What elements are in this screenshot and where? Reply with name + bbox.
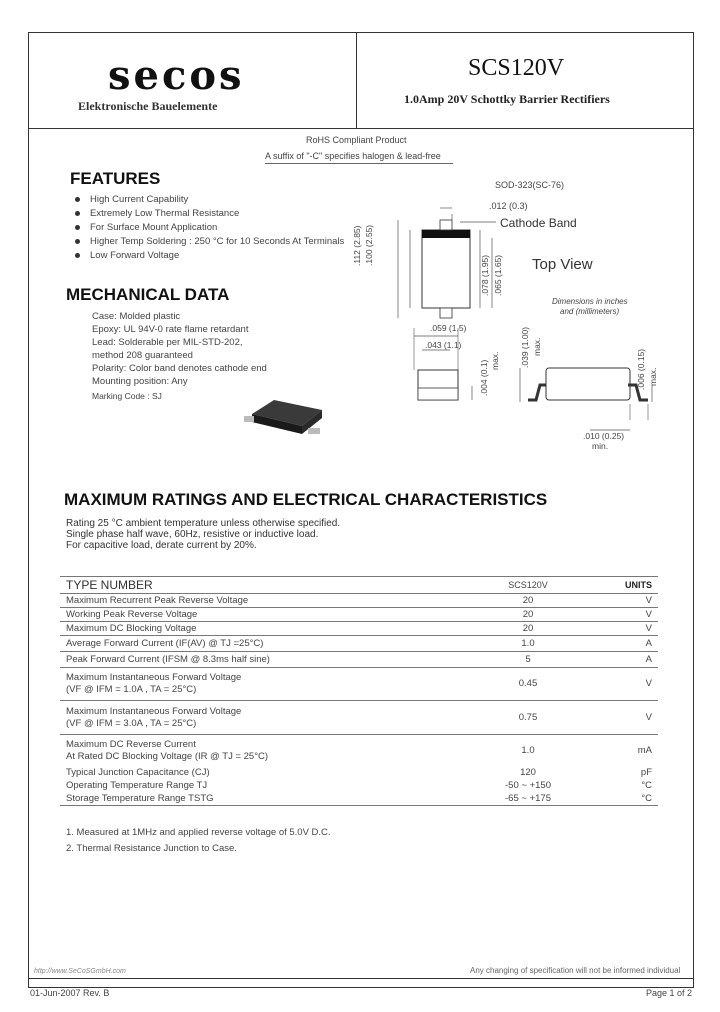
row-name: Maximum DC Blocking Voltage: [60, 622, 458, 636]
package-photo: [244, 392, 328, 440]
table-row: [60, 767, 658, 780]
ratings-table: [60, 576, 658, 806]
row-unit: mA: [598, 735, 658, 767]
mech-item: Case: Molded plastic: [92, 311, 181, 322]
row-name: Maximum Recurrent Peak Reverse Voltage: [60, 594, 458, 608]
row-value: -50 ~ +150: [505, 780, 551, 791]
table-row: [60, 652, 658, 668]
mechanical-title: MECHANICAL DATA: [66, 285, 230, 304]
dim-100: .100 (2.55): [364, 224, 374, 266]
top-view-body: [422, 230, 470, 308]
dim-059: .059 (1.5): [430, 323, 467, 333]
row-unit: V: [598, 594, 658, 608]
cathode-band-label: Cathode Band: [500, 216, 577, 230]
row-value: 20: [458, 594, 598, 608]
package-drawing: [360, 190, 660, 460]
end-view-lead: [418, 388, 458, 400]
row-value: 1.0: [458, 636, 598, 652]
company-subtitle: Elektronische Bauelemente: [78, 99, 218, 113]
row-value: 120: [520, 767, 536, 778]
feature-item: High Current Capability: [75, 193, 344, 207]
table-row: [60, 668, 658, 701]
table-row: [60, 793, 658, 806]
features-title: FEATURES: [70, 169, 161, 188]
table-row: [60, 622, 658, 636]
mech-item: Epoxy: UL 94V-0 rate flame retardant: [92, 324, 249, 335]
row-unit: pF: [640, 767, 652, 778]
row-unit: A: [598, 636, 658, 652]
row-value: 1.0: [458, 735, 598, 767]
suffix-note: A suffix of "-C" specifies halogen & lead-free: [265, 151, 441, 161]
bottom-lead: [440, 308, 452, 318]
note-item: 1. Measured at 1MHz and applied reverse voltage of 5.0V D.C.: [66, 827, 331, 838]
dim-012: .012 (0.3): [489, 201, 528, 211]
mech-item: method 208 guaranteed: [92, 350, 193, 361]
row-name: Storage Temperature Range TSTG: [66, 792, 214, 804]
part-description: 1.0Amp 20V Schottky Barrier Rectifiers: [404, 92, 610, 106]
row-value: 20: [458, 622, 598, 636]
header-vertical-divider: [356, 32, 357, 129]
cathode-band: [422, 230, 470, 238]
dim-006: .006 (0.15): [636, 348, 646, 390]
footer-disclaimer: Any changing of specification will not be informed individual: [470, 966, 681, 975]
feature-item: Higher Temp Soldering : 250 °C for 10 Seconds At Terminals: [75, 235, 344, 249]
footer-url[interactable]: http://www.SeCoSGmbH.com: [34, 968, 126, 975]
dim-010: .010 (0.25): [583, 431, 625, 441]
table-row: [60, 608, 658, 622]
row-unit: V: [598, 608, 658, 622]
dim-043: .043 (1.1): [425, 340, 462, 350]
row-name-line2: (VF @ IFM = 3.0A , TA = 25°C): [66, 717, 197, 729]
features-list: [75, 193, 344, 263]
feature-item: Extremely Low Thermal Resistance: [75, 207, 344, 221]
row-unit: V: [598, 701, 658, 735]
side-view-body: [546, 368, 630, 400]
part-number: SCS120V: [468, 55, 565, 81]
row-unit: V: [598, 668, 658, 701]
rating-note: Rating 25 °C ambient temperature unless otherwise specified.: [66, 518, 341, 529]
header-type-number: TYPE NUMBER: [60, 577, 458, 594]
row-name: Operating Temperature Range TJ: [66, 780, 208, 791]
header-part-value: SCS120V: [458, 577, 598, 594]
row-name-line1: Maximum Instantaneous Forward Voltage: [66, 672, 242, 683]
dimensions-note-2: and (millimeters): [560, 307, 620, 316]
row-name-line2: (VF @ IFM = 1.0A , TA = 25°C): [66, 684, 197, 695]
row-name: Typical Junction Capacitance (CJ): [66, 767, 210, 778]
rating-note: For capacitive load, derate current by 20%.: [66, 540, 257, 551]
package-lead-left: [244, 416, 254, 422]
footer-date-rev: 01-Jun-2007 Rev. B: [30, 988, 110, 998]
header-divider: [28, 128, 694, 129]
row-unit: °C: [641, 780, 652, 791]
mech-item: Lead: Solderable per MIL-STD-202,: [92, 337, 243, 348]
row-name: [60, 701, 458, 735]
row-name-line1: Maximum Instantaneous Forward Voltage: [66, 705, 242, 717]
dim-010-min: min.: [592, 441, 609, 451]
mech-item: Polarity: Color band denotes cathode end: [92, 363, 267, 374]
rohs-text: RoHS Compliant Product: [306, 135, 407, 145]
rating-note: Single phase half wave, 60Hz, resistive or inductive load.: [66, 529, 319, 540]
mechanical-list: [92, 310, 267, 403]
row-value: 0.45: [458, 668, 598, 701]
dim-078: .078 (1.95): [480, 254, 490, 296]
table-header-row: [60, 577, 658, 594]
dimensions-note-1: Dimensions in inches: [552, 297, 628, 306]
rating-notes: [66, 518, 340, 551]
table-row: [60, 780, 658, 793]
feature-item: Low Forward Voltage: [75, 249, 344, 263]
dim-039: .039 (1.00): [520, 326, 530, 368]
dim-004-max: max.: [490, 351, 500, 370]
row-name: [60, 735, 458, 767]
dim-039-max: max.: [532, 337, 542, 356]
dim-065: .065 (1.65): [493, 254, 503, 296]
package-lead-right: [308, 428, 320, 434]
table-row: [60, 594, 658, 608]
row-name: Working Peak Reverse Voltage: [60, 608, 458, 622]
row-unit: A: [598, 652, 658, 668]
ratings-title: MAXIMUM RATINGS AND ELECTRICAL CHARACTERISTICS: [64, 490, 548, 509]
company-logo: secos: [108, 52, 245, 99]
side-lead-left: [528, 385, 548, 400]
dim-112: .112 (2.85): [352, 225, 362, 266]
table-row: [60, 636, 658, 652]
row-name: Average Forward Current (IF(AV) @ TJ =25°C): [60, 636, 458, 652]
dim-006-max: max.: [648, 367, 658, 386]
table-row: [60, 735, 658, 767]
header-units: UNITS: [598, 577, 658, 594]
suffix-underline: [265, 163, 453, 164]
row-value: 0.75: [458, 701, 598, 735]
footer-divider: [28, 978, 694, 979]
feature-item: For Surface Mount Application: [75, 221, 344, 235]
mech-item: Mounting position: Any: [92, 376, 188, 387]
top-view-label: Top View: [532, 256, 593, 273]
row-name-line1: Maximum DC Reverse Current: [66, 738, 196, 750]
row-name-line2: At Rated DC Blocking Voltage (IR @ TJ = 25°C): [66, 750, 269, 762]
table-row: [60, 701, 658, 735]
row-value: -65 ~ +175: [505, 792, 551, 804]
row-value: 20: [458, 608, 598, 622]
row-unit: °C: [641, 792, 652, 804]
row-unit: V: [598, 622, 658, 636]
row-name: [60, 668, 458, 701]
dim-004: .004 (0.1): [479, 359, 489, 396]
notes-list: [66, 825, 331, 857]
note-item: 2. Thermal Resistance Junction to Case.: [66, 843, 237, 854]
row-value: 5: [458, 652, 598, 668]
package-name: SOD-323(SC-76): [495, 180, 565, 190]
mech-item: Marking Code : SJ: [92, 391, 162, 401]
top-lead: [440, 220, 452, 230]
footer-page: Page 1 of 2: [646, 988, 693, 998]
row-name: Peak Forward Current (IFSM @ 8.3ms half sine): [60, 652, 458, 668]
